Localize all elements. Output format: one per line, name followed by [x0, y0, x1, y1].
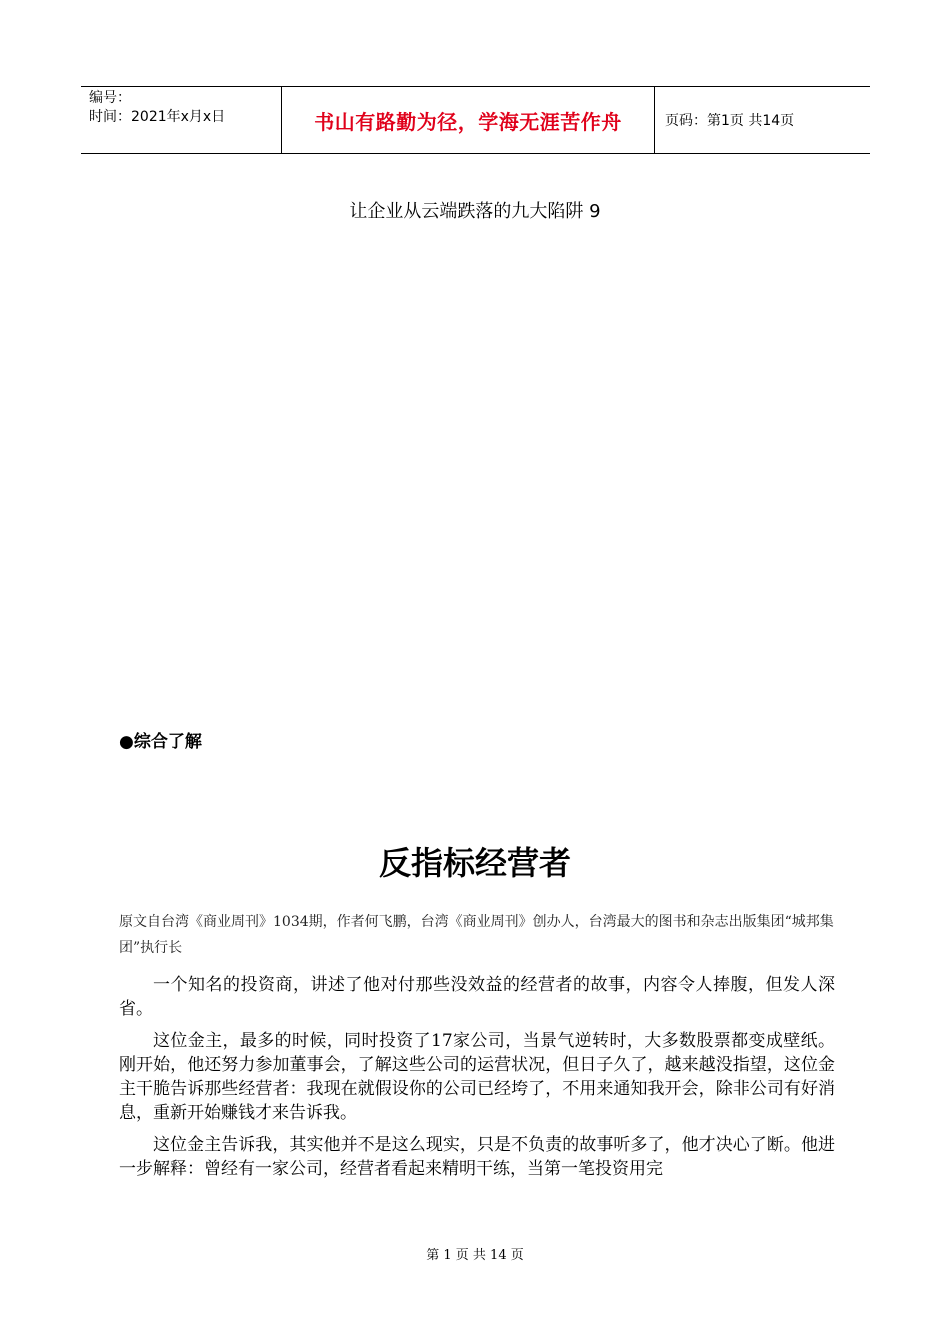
body-paragraph: 这位金主，最多的时候，同时投资了17家公司，当景气逆转时，大多数股票都变成壁纸。刚开始，他还努力参加董事会，了解这些公司的运营状况，但日子久了，越来越没指望，这位金主干脆告诉那些经营者：我现在就假设你的公司已经垮了，不用来通知我开会，除非公司有好消息，重新开始赚钱才来告诉我。	[119, 1031, 835, 1123]
article-heading: 反指标经营者	[378, 844, 571, 882]
source-note: 原文自台湾《商业周刊》1034期，作者何飞鹏，台湾《商业周刊》创办人，台湾最大的图书和杂志出版集团“城邦集团”执行长	[119, 914, 834, 956]
motto-text: 书山有路勤为径，学海无涯苦作舟	[314, 109, 622, 134]
header-motto-cell	[281, 87, 655, 153]
section-label: ●综合了解	[119, 732, 202, 752]
date-label: 时间：2021年x月x日	[89, 109, 226, 125]
page-footer: 第 1 页 共 14 页	[426, 1248, 524, 1263]
document-title: 让企业从云端跌落的九大陷阱 9	[349, 201, 601, 222]
serial-number-label: 编号：	[89, 90, 131, 106]
header-table	[81, 86, 870, 154]
article-body	[119, 973, 835, 1189]
header-meta-cell	[81, 87, 281, 153]
body-paragraph: 这位金主告诉我，其实他并不是这么现实，只是不负责的故事听多了，他才决心了断。他进一步解释：曾经有一家公司，经营者看起来精明干练，当第一笔投资用完	[119, 1135, 835, 1179]
page-info: 页码：第1页 共14页	[665, 113, 795, 129]
header-page-cell	[655, 87, 870, 153]
body-paragraph: 一个知名的投资商，讲述了他对付那些没效益的经营者的故事，内容令人捧腹，但发人深省。	[119, 975, 835, 1019]
